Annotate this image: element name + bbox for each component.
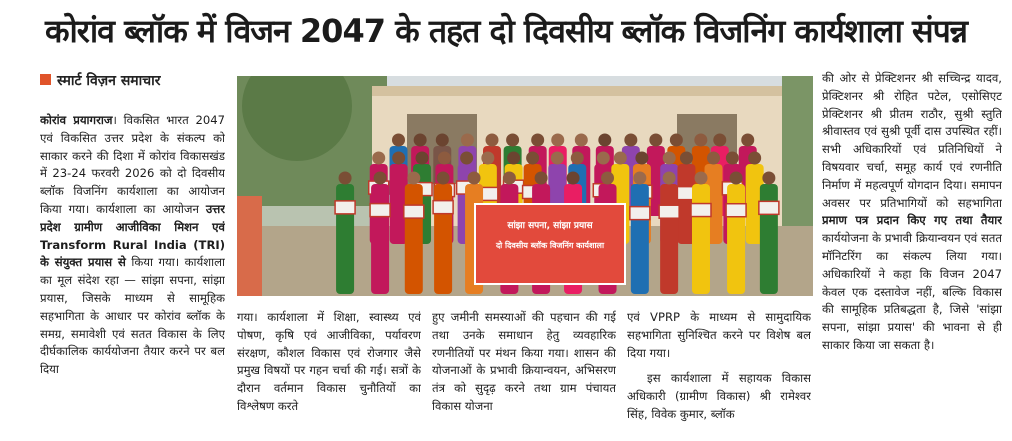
- crowd-certificate: [433, 201, 453, 214]
- crowd-person-head: [436, 134, 449, 147]
- col1-text-2: किया गया। कार्यशाला का मूल संदेश रहा — सांझा सपना, सांझा प्रयास, जिसके माध्यम से सामूहिक सहभागिता के आधार पर कोरांव ब्लॉक के समग्र, समावेशी एवं सतत विकास के लिए दीर्घकालिक कार्ययोजना तैयार करने पर बल दिया: [40, 255, 225, 377]
- crowd-person-head: [437, 172, 450, 185]
- headline: कोरांव ब्लॉक में विजन 2047 के तहत दो दिवसीय ब्लॉक विजनिंग कार्यशाला संपन्न: [44, 12, 968, 50]
- crowd-person-head: [407, 172, 420, 185]
- crowd-person-head: [713, 134, 726, 147]
- crowd-person-head: [707, 152, 720, 165]
- crowd-person-head: [663, 152, 676, 165]
- col4-text-2: इस कार्यशाला में सहायक विकास अधिकारी (ग्रामीण विकास) श्री रामेश्वर सिंह, विवेक कुमार, ब्लॉक: [627, 371, 811, 421]
- crowd-certificate: [759, 201, 779, 214]
- crowd-person-head: [575, 134, 588, 147]
- crowd-person-head: [506, 134, 519, 147]
- col1-bold-text: उत्तर प्रदेश ग्रामीण आजीविका मिशन एवं Transform Rural India (TRI) के संयुक्त प्रयास से: [40, 201, 225, 270]
- crowd-person-head: [460, 152, 473, 165]
- byline-square-icon: [40, 74, 51, 85]
- col4-text: एवं VPRP के माध्यम से सामुदायिक सहभागिता सुनिश्चित करने पर विशेष बल दिया गया।: [627, 310, 811, 360]
- crowd-person-body: [405, 184, 423, 294]
- crowd-person-head: [507, 152, 520, 165]
- crowd-person-body: [660, 184, 678, 294]
- crowd-person-head: [694, 134, 707, 147]
- group-photo-illustration: [237, 76, 813, 296]
- article-column-5: [822, 70, 1002, 437]
- crowd-person-head: [372, 152, 385, 165]
- crowd-person-head: [531, 134, 544, 147]
- crowd-person-head: [694, 172, 707, 185]
- photo-banner-line-1: सांझा सपना, सांझा प्रयास: [507, 221, 593, 231]
- news-photo: [237, 76, 813, 296]
- crowd-person-head: [481, 152, 494, 165]
- article-column-3: [432, 309, 616, 437]
- photo-banner-line-2: दो दिवसीय ब्लॉक विजनिंग कार्यशाला: [495, 241, 605, 250]
- crowd-person-head: [468, 172, 481, 185]
- photo-red-wall: [237, 196, 262, 296]
- col5-bold-text: प्रमाण पत्र प्रदान किए गए तथा तैयार: [822, 213, 1002, 228]
- byline-text: स्मार्ट विज़न समाचार: [57, 73, 161, 89]
- crowd-person-head: [416, 152, 429, 165]
- crowd-certificate: [726, 204, 746, 217]
- photo-building-roofline: [372, 86, 782, 96]
- crowd-person-head: [392, 134, 405, 147]
- crowd-certificate: [691, 204, 711, 217]
- col3-text: हुए जमीनी समस्याओं की पहचान की गई तथा उनके समाधान हेतु व्यवहारिक रणनीतियों पर मंथन किया गया। शासन की योजनाओं के प्रभावी क्रियान्वयन, अभिसरण तंत्र को सुदृढ़ करने तथा ग्राम पंचायत विकास योजना: [432, 310, 616, 413]
- crowd-person-body: [727, 184, 745, 294]
- crowd-person-head: [339, 172, 352, 185]
- crowd-person-head: [762, 172, 775, 185]
- crowd-person-head: [741, 134, 754, 147]
- article-column-4: [627, 309, 811, 437]
- crowd-person-head: [649, 134, 662, 147]
- article-column-1: [40, 112, 225, 437]
- crowd-person-head: [635, 152, 648, 165]
- crowd-person-head: [551, 152, 564, 165]
- crowd-person-head: [663, 172, 676, 185]
- crowd-person-head: [597, 152, 610, 165]
- crowd-person-head: [567, 172, 580, 185]
- crowd-certificate: [659, 205, 679, 218]
- crowd-certificate: [630, 207, 650, 220]
- col5-text: की ओर से प्रेक्टिशनर श्री सच्चिन्द्र यादव, प्रेक्टिशनर श्री रोहित पटेल, एसोसिएट प्रेक्टिशनर श्री प्रीतम राठौर, सुश्री स्तुति श्रीवास्तव एवं सुश्री पूर्वी दास उपस्थित रहीं। सभी अधिकारियों एवं प्रतिनिधियों ने विषयवार चर्चा, समूह कार्य एवं रणनीति निर्माण में महत्वपूर्ण योगदान दिया। समापन अवसर पर प्रतिभागियों को सहभागिता: [822, 71, 1002, 210]
- crowd-person-head: [726, 152, 739, 165]
- col2-text: गया। कार्यशाला में शिक्षा, स्वास्थ्य एवं पोषण, कृषि एवं आजीविका, पर्यावरण संरक्षण, कौशल विकास एवं रोजगार जैसे प्रमुख विषयों पर गहन चर्चा की गई। सत्रों के दौरान वर्तमान विकास चुनौतियों का विश्लेषण करते: [237, 310, 421, 413]
- crowd-person-head: [392, 152, 405, 165]
- photo-banner: [475, 204, 625, 284]
- crowd-person-head: [730, 172, 743, 185]
- crowd-person-head: [614, 152, 627, 165]
- col5-text-2: कार्ययोजना के प्रभावी क्रियान्वयन एवं सतत मॉनिटरिंग का संकल्प लिया गया। अधिकारियों ने कहा कि विजन 2047 केवल एक दस्तावेज नहीं, बल्कि विकास की सामूहिक प्रतिबद्धता है, जिसे 'सांझा सपना, सांझा प्रयास' की भावना से ही साकार किया जा सकता है।: [822, 231, 1002, 352]
- crowd-person-body: [631, 184, 649, 294]
- crowd-person-body: [760, 184, 778, 294]
- crowd-person-head: [526, 152, 539, 165]
- crowd-person-head: [571, 152, 584, 165]
- crowd-person-head: [461, 134, 474, 147]
- crowd-person-head: [414, 134, 427, 147]
- crowd-person-head: [598, 134, 611, 147]
- photo-tree-right: [782, 76, 813, 236]
- crowd-person-head: [624, 134, 637, 147]
- crowd-person-body: [371, 184, 389, 294]
- dateline-city: कोरांव प्रयागराज: [40, 113, 113, 127]
- crowd-person-body: [692, 184, 710, 294]
- byline: [40, 71, 161, 91]
- crowd-person-head: [503, 172, 516, 185]
- crowd-certificate: [370, 204, 390, 217]
- crowd-person-head: [748, 152, 761, 165]
- crowd-person-head: [601, 172, 614, 185]
- crowd-person-head: [535, 172, 548, 185]
- crowd-person-head: [551, 134, 564, 147]
- crowd-person-head: [438, 152, 451, 165]
- article-column-2: [237, 309, 421, 437]
- crowd-person-head: [486, 134, 499, 147]
- crowd-person-head: [633, 172, 646, 185]
- col1-text: । विकसित भारत 2047 एवं विकसित उत्तर प्रदेश के संकल्प को साकार करने की दिशा में कोरांव विकासखंड में 23-24 फरवरी 2026 को दो दिवसीय ब्लॉक विजनिंग कार्यशाला का आयोजन किया गया। कार्यशाला का आयोजन: [40, 113, 225, 216]
- crowd-person-head: [680, 152, 693, 165]
- crowd-person-head: [374, 172, 387, 185]
- crowd-certificate: [335, 201, 355, 214]
- crowd-certificate: [404, 205, 424, 218]
- crowd-person-head: [670, 134, 683, 147]
